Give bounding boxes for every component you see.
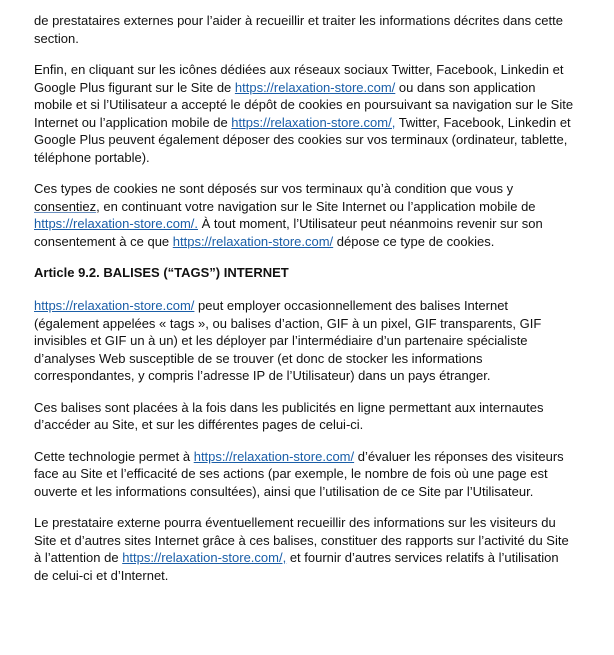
consentiez-word: consentiez bbox=[34, 198, 97, 214]
relaxation-store-link[interactable]: https://relaxation-store.com/ bbox=[193, 448, 355, 464]
paragraph-placement-balises: Ces balises sont placées à la fois dans les publicités en ligne permettant aux internautes d’accéder au Site, et sur les différentes pages de celui-ci. bbox=[34, 399, 544, 432]
relaxation-store-link[interactable]: https://relaxation-store.com/ bbox=[234, 79, 396, 95]
relaxation-store-link[interactable]: https://relaxation-store.com/ bbox=[172, 233, 334, 249]
paragraph-balises-internet: https://relaxation-store.com/ peut employer occasionnellement des balises Internet (également appelées « tags », ou balises d’action, GIF à un pixel, GIF transparents, GIF invisibles et GIF un à un) et les déployer par l’intermédiaire d’un partenaire spécialiste d’analyses Web susceptible de se trouver (et donc de stocker les informations correspondantes, y compris l’adresse IP de l’Utilisateur) dans un pays étranger. bbox=[34, 298, 542, 383]
paragraph-reseaux-sociaux: Enfin, en cliquant sur les icônes dédiées aux réseaux sociaux Twitter, Facebook, Linkedin et Google Plus figurant sur le Site de https://relaxation-store.com/ ou dans son application mobile et si l’Utilisateur a accepté le dépôt de cookies en poursuivant sa navigation sur le Site Internet ou l’application mobile de https://relaxation-store.com/, Twitter, Facebook, Linkedin et Google Plus peuvent également déposer des cookies sur vos terminaux (ordinateur, tablette, téléphone portable). bbox=[34, 62, 574, 165]
relaxation-store-link[interactable]: https://relaxation-store.com/, bbox=[122, 550, 287, 565]
paragraph-technologie: Cette technologie permet à https://relaxation-store.com/ d’évaluer les réponses des visiteurs face au Site et l’efficacité de ses actions (par exemple, le nombre de fois où une page est ouverte et les informations consultées), ainsi que l’utilisation de ce Site par l’Utilisateur. bbox=[34, 448, 564, 499]
paragraph-consentement: Ces types de cookies ne sont déposés sur vos terminaux qu’à condition que vous y consentiez, en continuant votre navigation sur le Site Internet ou l’application mobile de https://relaxation-store.com/. À tout moment, l’Utilisateur peut néanmoins revenir sur son consentement à ce que https://relaxation-store.com/ dépose ce type de cookies. bbox=[34, 181, 543, 249]
relaxation-store-link[interactable]: https://relaxation-store.com/. bbox=[34, 216, 199, 231]
paragraph-prestataire-externe: Le prestataire externe pourra éventuellement recueillir des informations sur les visiteurs du Site et d’autres sites Internet grâce à ces balises, constituer des rapports sur l’activité du Site à l’attention de https://relaxation-store.com/, et fournir d’autres services relatifs à l’utilisation de celui-ci et d’Internet. bbox=[34, 515, 569, 583]
section-heading: Article 9.2. BALISES (“TAGS”) INTERNET bbox=[34, 265, 289, 280]
relaxation-store-link[interactable]: https://relaxation-store.com/ bbox=[34, 298, 195, 313]
relaxation-store-link[interactable]: https://relaxation-store.com/, bbox=[231, 114, 396, 130]
paragraph-prestataires: de prestataires externes pour l’aider à recueillir et traiter les informations décrites dans cette section. bbox=[34, 13, 563, 46]
